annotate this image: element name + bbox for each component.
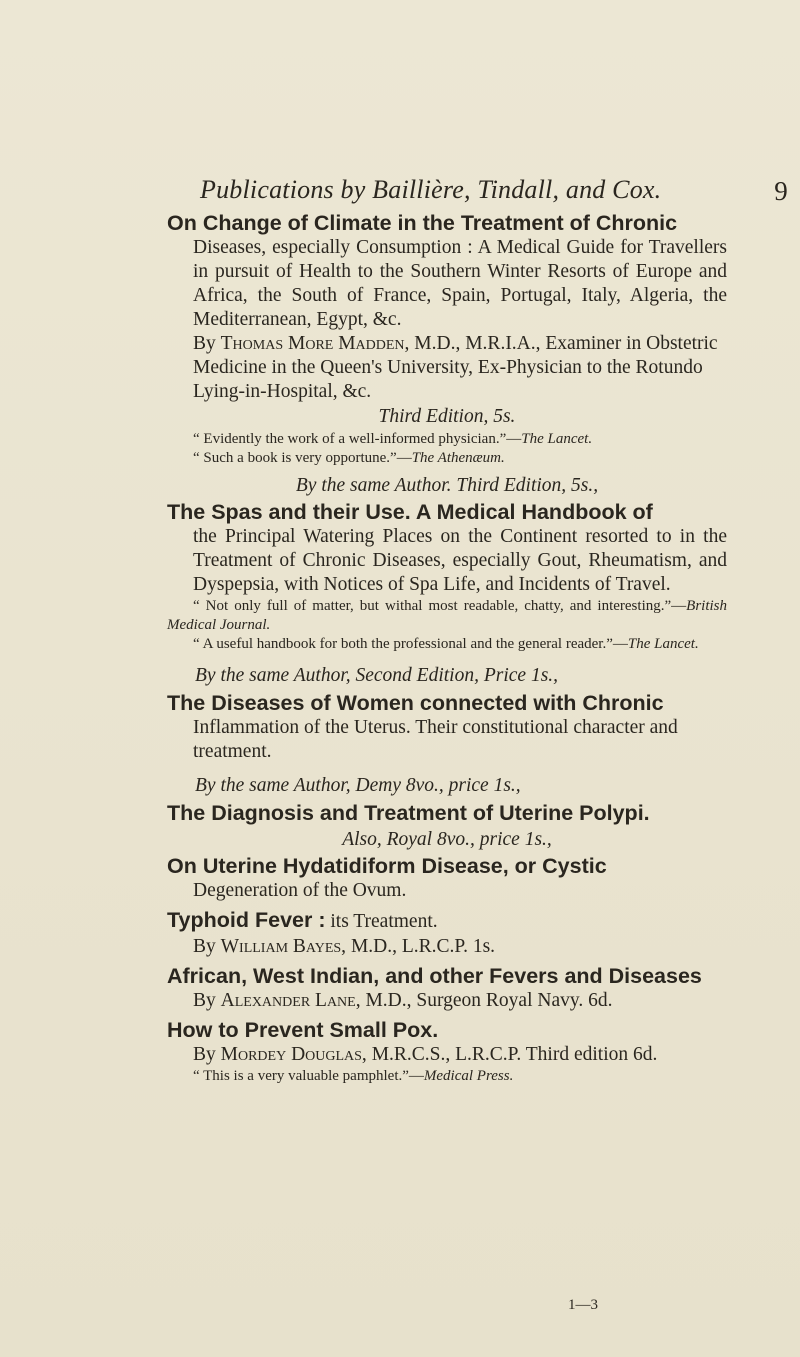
entry-description: Diseases, especially Consumption : A Medical Guide for Travellers in pursuit of Health to the Southern Winter Resorts of Europe and Africa, the South of France, Spain, Portugal, Italy, Algeria, the Mediterranean, Egypt, &c.	[193, 237, 727, 330]
quote-source: The Lancet.	[521, 431, 593, 447]
entry-title-bold: On Uterine Hydatidiform Disease, or Cystic	[167, 854, 607, 878]
entry-title	[167, 800, 727, 826]
entry-title	[167, 907, 727, 935]
quote-source: The Lancet.	[627, 636, 699, 652]
entry-title-bold: Typhoid Fever :	[167, 908, 326, 932]
entry-spas	[167, 472, 727, 654]
review-quote	[167, 597, 727, 635]
quote-text: “ Such a book is very opportune.”—	[193, 450, 412, 466]
quote-text: “ A useful handbook for both the professional and the general reader.”—	[193, 636, 628, 652]
author-credentials: M.D., Surgeon Royal Navy. 6d.	[360, 990, 613, 1011]
quote-source: British Medical Journal.	[167, 598, 727, 633]
entry-author	[167, 332, 727, 404]
review-quote	[167, 430, 727, 449]
author-prefix: By	[193, 990, 221, 1011]
quote-text: “ This is a very valuable pamphlet.”—	[193, 1068, 424, 1084]
quote-text: “ Not only full of matter, but withal most readable, chatty, and interesting.”—	[193, 598, 687, 614]
author-name: Alexander Lane,	[220, 990, 361, 1011]
entry-byline: Also, Royal 8vo., price 1s.,	[342, 829, 552, 850]
page-number: 9	[774, 176, 788, 206]
review-quote	[167, 635, 727, 654]
entry-description: the Principal Watering Places on the Continent resorted to in the Treatment of Chronic Diseases, especially Gout, Rheumatism, and Dyspepsia, with Notices of Spa Life, and Incidents of Travel.	[193, 526, 727, 595]
entry-title	[167, 853, 727, 879]
entry-title	[167, 963, 727, 989]
author-prefix: By	[193, 936, 221, 957]
author-name: Thomas More Madden,	[220, 333, 410, 354]
entry-description: Inflammation of the Uterus. Their constitutional character and treatment.	[193, 717, 678, 762]
quote-text: “ Evidently the work of a well-informed physician.”—	[193, 431, 522, 447]
author-prefix: By	[193, 1044, 221, 1065]
author-credentials: M.R.C.S., L.R.C.P. Third edition 6d.	[366, 1044, 658, 1065]
author-prefix: By	[193, 333, 221, 354]
edition-price: 5s.	[488, 406, 516, 427]
entry-edition	[167, 404, 727, 430]
author-name: William Bayes,	[220, 936, 347, 957]
review-quote	[167, 449, 727, 468]
entry-title-bold: How to Prevent Small Pox.	[167, 1018, 439, 1042]
entry-title	[167, 690, 727, 716]
quote-source: The Athenæum.	[411, 450, 505, 466]
entry-description: Degeneration of the Ovum.	[193, 880, 407, 901]
entry-title	[167, 210, 727, 236]
review-quote	[167, 1067, 727, 1086]
entry-title-bold: The Diseases of Women connected with Chronic	[167, 691, 664, 715]
entry-title-bold: The Spas and their Use. A Medical Handbook of	[167, 500, 653, 524]
entry-typhoid	[167, 907, 727, 959]
entry-polypi	[167, 772, 727, 826]
entry-hydatidiform	[167, 826, 727, 903]
entry-title-bold: On Change of Climate in the Treatment of Chronic	[167, 211, 678, 235]
entry-women	[167, 662, 727, 764]
entry-byline: By the same Author. Third Edition, 5s.,	[295, 475, 599, 496]
entry-smallpox	[167, 1017, 727, 1086]
entry-climate	[167, 210, 727, 468]
author-credentials: M.D., L.R.C.P. 1s.	[346, 936, 496, 957]
printer-signature: 1—3	[568, 1297, 598, 1313]
entry-title	[167, 499, 727, 525]
entry-title	[167, 1017, 727, 1043]
entry-byline: By the same Author, Demy 8vo., price 1s.,	[195, 775, 521, 796]
quote-source: Medical Press.	[423, 1068, 514, 1084]
author-name: Mordey Douglas,	[220, 1044, 367, 1065]
entry-author	[167, 1043, 727, 1067]
running-head	[200, 175, 788, 206]
entry-author	[167, 935, 727, 959]
catalogue-content	[167, 210, 727, 1086]
entry-title-rest: its Treatment.	[325, 911, 438, 932]
edition-label: Third Edition,	[378, 406, 489, 427]
entry-title-bold: African, West Indian, and other Fevers and Diseases	[167, 964, 702, 988]
entry-byline: By the same Author, Second Edition, Price 1s.,	[195, 665, 559, 686]
entry-author	[167, 989, 727, 1013]
running-head-title: Publications by Baillière, Tindall, and Cox.	[200, 175, 662, 204]
entry-title-bold: The Diagnosis and Treatment of Uterine Polypi.	[167, 801, 650, 825]
author-credentials: M.D., M.R.I.A., Examiner in Obstetric Medicine in the Queen's University, Ex-Physician to the Rotundo Lying-in-Hospital, &c.	[193, 333, 718, 402]
entry-african-fevers	[167, 963, 727, 1013]
